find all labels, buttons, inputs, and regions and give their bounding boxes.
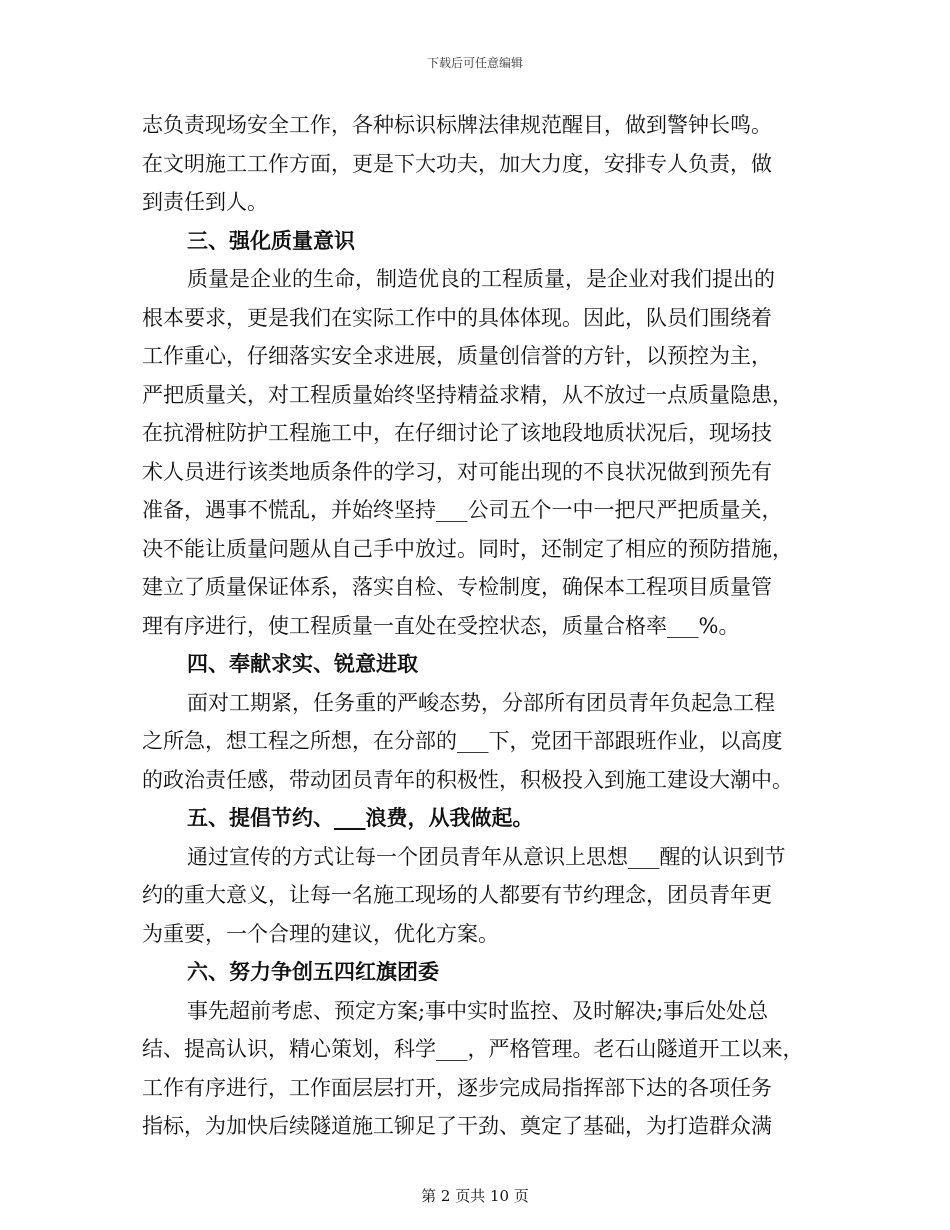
section-heading: 四、奉献求实、锐意进取 (187, 651, 418, 676)
paragraph-line: 事先超前考虑、预定方案;事中实时监控、及时解决;事后处处总 (187, 998, 769, 1023)
paragraph-line: 面对工期紧，任务重的严峻态势，分部所有团员青年负起急工程 (187, 690, 775, 715)
paragraph-line: 结、提高认识，精心策划，科学___，严格管理。老石山隧道开工以来， (142, 1037, 804, 1061)
paragraph-line: 建立了质量保证体系，落实自检、专检制度，确保本工程项目质量管 (142, 575, 772, 599)
paragraph-line: 理有序进行，使工程质量一直处在受控状态，质量合格率___%。 (142, 613, 740, 638)
paragraph-line: 工作重心，仔细落实安全求进展，质量创信誉的方针，以预控为主， (142, 344, 772, 368)
paragraph-line: 质量是企业的生命，制造优良的工程质量，是企业对我们提出的 (187, 267, 775, 291)
paragraph-line: 的政治责任感，带动团员青年的积极性，积极投入到施工建设大潮中。 (142, 767, 793, 792)
paragraph-line: 通过宣传的方式让每一个团员青年从意识上思想___醒的认识到节 (187, 844, 786, 869)
page-header: 下载后可任意编辑 (426, 56, 523, 70)
paragraph-line: 工作有序进行，工作面层层打开，逐步完成局指挥部下达的各项任务 (142, 1075, 772, 1100)
document-body (142, 106, 822, 1146)
paragraph-line: 决不能让质量问题从自己手中放过。同时，还制定了相应的预防措施， (142, 536, 793, 561)
paragraph-line: 准备，遇事不慌乱，并始终坚持___公司五个一中一把尺严把质量关， (142, 498, 783, 522)
paragraph-line: 在抗滑桩防护工程施工中，在仔细讨论了该地段地质状况后，现场技 (142, 421, 772, 445)
paragraph-line: 约的重大意义，让每一名施工现场的人都要有节约理念，团员青年更 (142, 883, 772, 907)
paragraph-line: 指标，为加快后续隧道施工铆足了干劲、奠定了基础，为打造群众满 (142, 1114, 772, 1138)
paragraph-line: 到责任到人。 (142, 190, 268, 214)
section-heading: 三、强化质量意识 (187, 227, 355, 253)
paragraph-line: 志负责现场安全工作，各种标识标牌法律规范醒目，做到警钟长鸣。 (142, 113, 772, 137)
paragraph-line: 术人员进行该类地质条件的学习，对可能出现的不良状况做到预先有 (142, 459, 772, 484)
paragraph-line: 之所急，想工程之所想，在分部的___下，党团干部跟班作业，以高度 (142, 729, 783, 753)
paragraph-line: 根本要求，更是我们在实际工作中的具体体现。因此，队员们围绕着 (142, 305, 772, 330)
paragraph-line: 为重要，一个合理的建议，优化方案。 (142, 921, 499, 946)
section-heading: 五、提倡节约、___浪费，从我做起。 (187, 805, 534, 830)
page-footer: 第 2 页共 10 页 (421, 1187, 529, 1205)
paragraph-line: 在文明施工工作方面，更是下大功夫，加大力度，安排专人负责，做 (142, 151, 772, 176)
section-heading: 六、努力争创五四红旗团委 (187, 959, 439, 984)
paragraph-line: 严把质量关，对工程质量始终坚持精益求精，从不放过一点质量隐患， (142, 382, 793, 407)
